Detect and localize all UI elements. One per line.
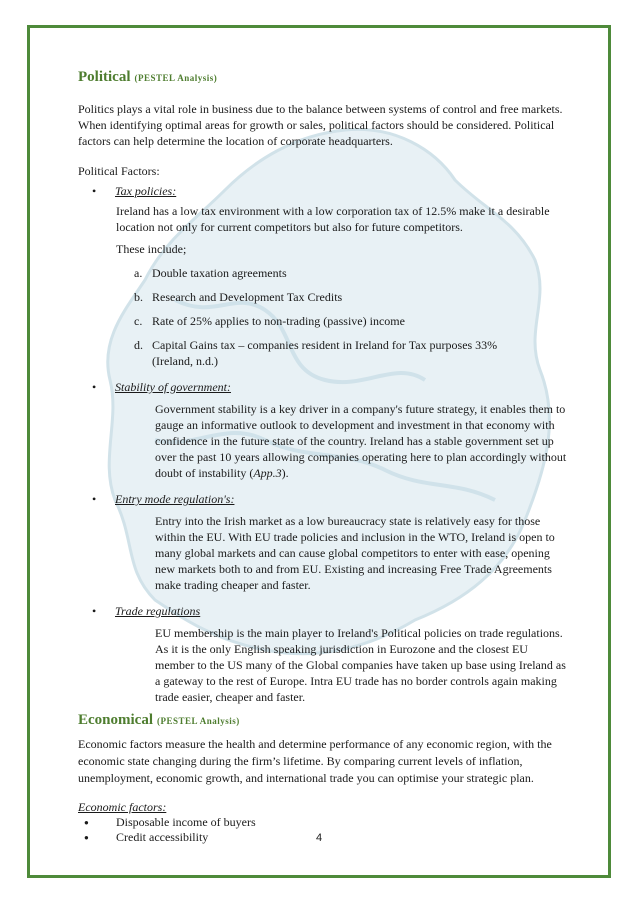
tax-these-include: These include;: [116, 242, 187, 256]
tax-list-item: d. Capital Gains tax – companies resident in Ireland for Tax purposes 33% (Ireland, n.d.): [134, 338, 498, 368]
trade-regulations-bullet: [78, 603, 568, 619]
tax-policies-title: Tax policies:: [115, 184, 177, 198]
trade-regulations-title: Trade regulations: [115, 604, 201, 618]
tax-list-item: c. Rate of 25% applies to non-trading (passive) income: [134, 314, 405, 328]
tax-list-item: a. Double taxation agreements: [134, 266, 287, 280]
tax-list: [134, 265, 568, 369]
political-heading-sub: (PESTEL Analysis): [134, 73, 218, 83]
economical-heading: Economical (PESTEL Analysis): [78, 712, 240, 728]
document-body: [78, 68, 568, 845]
entry-mode-text: Entry into the Irish market as a low bureaucracy state is relatively easy for those within the EU. With EU trade policies and inclusion in the WTO, Ireland is open to many global markets and can cause global competitors to enter with ease, opening new markets both to and from EU. Existing and increasing Free Trade Agreements make trading cheaper and faster.: [155, 514, 555, 592]
entry-mode-title: Entry mode regulation's:: [115, 492, 235, 506]
tax-policies-bullet: [78, 183, 568, 199]
political-factors-label: Political Factors:: [78, 164, 160, 178]
economic-factor-item: ● Credit accessibility: [78, 830, 568, 845]
tax-policies-text: Ireland has a low tax environment with a low corporation tax of 12.5% make it a desirable location not only for current competitors but also for future competitors.: [116, 204, 550, 234]
economic-factor-item: ● Disposable income of buyers: [78, 815, 568, 830]
entry-mode-bullet: [78, 491, 568, 507]
economic-factors-label: Economic factors:: [78, 800, 167, 814]
page-number: 4: [315, 832, 323, 844]
economical-heading-sub: (PESTEL Analysis): [157, 716, 240, 726]
stability-bullet: [78, 379, 568, 395]
tax-list-item: b. Research and Development Tax Credits: [134, 290, 343, 304]
trade-regulations-text: EU membership is the main player to Ireland's Political policies on trade regulations. As it is the only English speaking jurisdiction in Eurozone and the closest EU member to the US many of the Global companies have taken up base using Ireland as a gateway to the rest of Europe. Intra EU trade has no border controls again making trade easier, cheaper and faster.: [155, 626, 566, 704]
economical-intro: Economic factors measure the health and determine performance of any economic region, with the economic state changing during the firm’s lifetime. By comparing current levels of inflation, unemployment, economic growth, and international trade you can optimise your strategic plan.: [78, 737, 552, 785]
stability-text: Government stability is a key driver in a company's future strategy, it enables them to gauge an informative outlook to development and investment in that economy with confidence in the future state of the country. Ireland has a stable government set up over the past 10 years allowing companies operating here to plan accordingly without doubt of instability (App.3).: [155, 402, 567, 480]
political-intro: Politics plays a vital role in business due to the balance between systems of control and free markets. When identifying optimal areas for growth or sales, political factors should be considered. Political factors can help determine the location of corporate headquarters.: [78, 102, 563, 148]
political-heading: Political (PESTEL Analysis): [78, 69, 218, 85]
stability-title: Stability of government:: [115, 380, 231, 394]
